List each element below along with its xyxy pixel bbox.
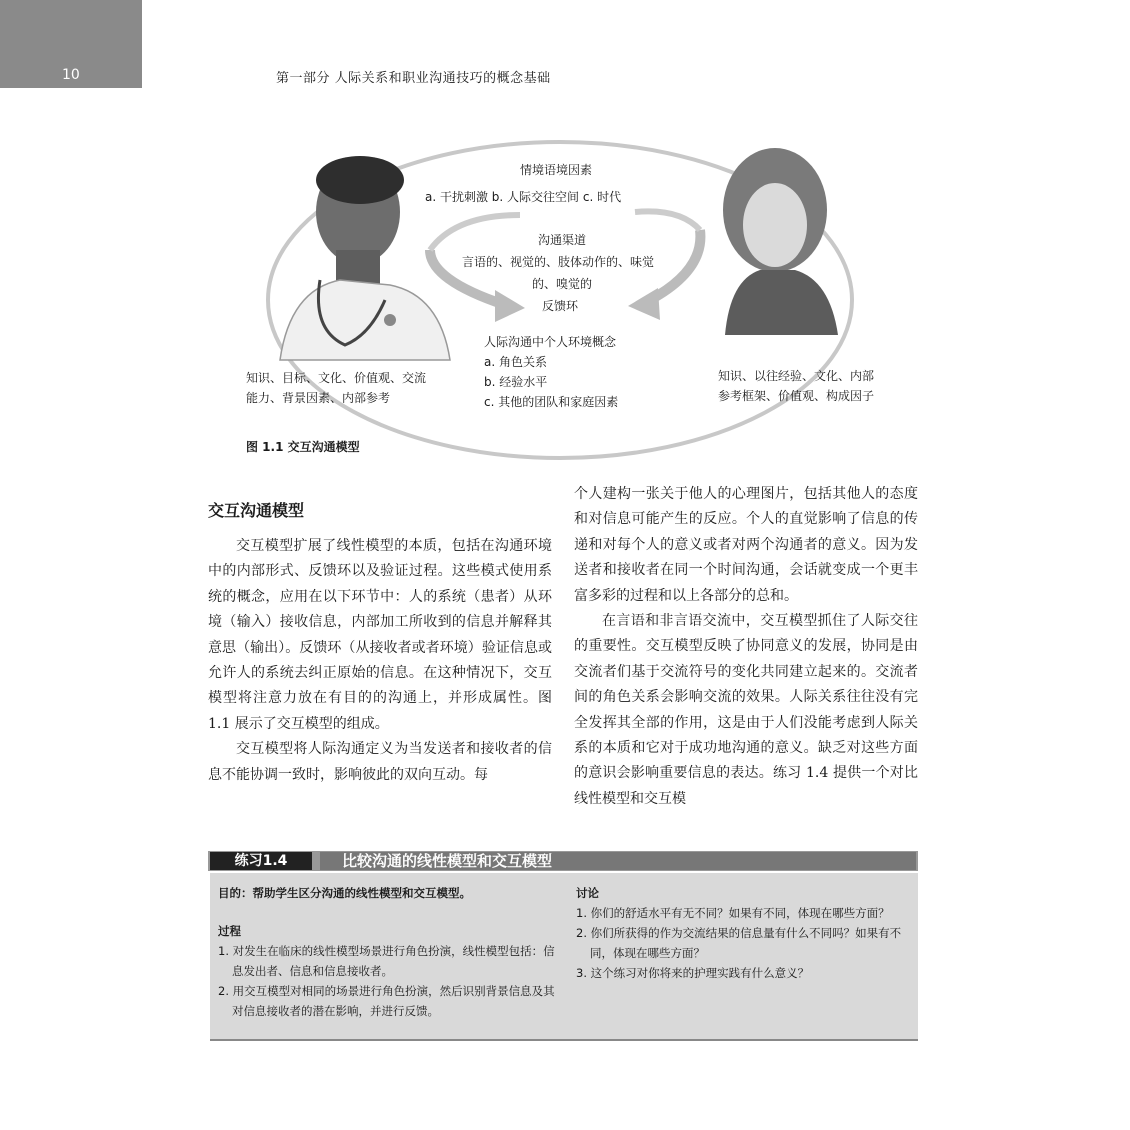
process-list [218,941,563,1021]
process-title: 过程 [218,924,241,938]
right-paragraph-2: 在言语和非言语交流中，交互模型抓住了人际交往的重要性。交互模型反映了协同意义的发展，协同是由交流者们基于交流符号的变化共同建立起来的。交流者间的角色关系会影响交流的效果。人际关系往往没有完全发挥其全部的作用，这是由于人们没能考虑到人际关系的本质和它对于成功地沟通的意义。缺乏对这些方面的意识会影响重要信息的表达。练习 1.4 提供一个对比线性模型和交互模 [574,613,918,807]
receiver-factors-line1: 知识、以往经验、文化、内部 [718,369,875,383]
sender-factors: 知识、目标、文化、价值观、交流能力、背景因素、内部参考 [246,371,427,405]
left-paragraph-1: 交互模型扩展了线性模型的本质，包括在沟通环境中的内部形式、反馈环以及验证过程。这些模式使用系统的概念，应用在以下环节中：人的系统（患者）从环境（输入）接收信息，内部加工所收到的信息并解释其意思（输出）。反馈环（从接收者或者环境）验证信息或允许人的系统去纠正原始的信息。在这种情况下，交互模型将注意力放在有目的的沟通上，并形成属性。图 1.1 展示了交互模型的组成。 [208,538,552,732]
exercise-right [576,883,911,983]
personal-b: b. 经验水平 [484,375,548,389]
figure-transactional-model [240,130,920,460]
arrow-right-head [628,288,660,320]
exercise-body [210,873,918,1041]
personal-title: 人际沟通中个人环境概念 [484,335,617,349]
running-head: 第一部分 人际关系和职业沟通技巧的概念基础 [276,71,551,86]
right-column [574,482,918,812]
page-number: 10 [62,67,80,83]
left-column [208,534,552,788]
process-item: 2. 用交互模型对相同的场景进行角色扮演，然后识别背景信息及其对信息接收者的潜在影响，并进行反馈。 [218,984,555,1018]
discussion-item: 1. 你们的舒适水平有无不同？如果有不同，体现在哪些方面？ [576,906,890,920]
exercise-label: 练习1.4 [210,852,312,870]
feedback-loop: 反馈环 [542,299,579,313]
woman-illustration [723,148,838,335]
personal-c: c. 其他的团队和家庭因素 [484,395,619,409]
receiver-factors-line2: 参考框架、价值观、构成因子 [718,389,875,403]
process-item: 1. 对发生在临床的线性模型场景进行角色扮演，线性模型包括：信息发出者、信息和信息接收者。 [218,944,555,978]
channel-title: 沟通渠道 [538,233,587,247]
channel-line2: 的、嗅觉的 [532,277,593,291]
arrow-left-tail [430,215,520,250]
left-paragraph-2: 交互模型将人际沟通定义为当发送者和接收者的信息不能协调一致时，影响彼此的双向互动。每 [208,741,552,783]
section-heading: 交互沟通模型 [208,501,305,520]
exercise-title: 比较沟通的线性模型和交互模型 [320,852,916,870]
right-paragraph-1: 个人建构一张关于他人的心理图片，包括其他人的态度和对信息可能产生的反应。个人的直觉影响了信息的传递和对每个人的意义或者对两个沟通者的意义。因为发送者和接收者在同一个时间沟通，会话就变成一个更丰富多彩的过程和以上各部分的总和。 [574,486,918,604]
personal-a: a. 角色关系 [484,355,547,369]
discussion-list [576,903,911,983]
arrow-right-tail [635,211,700,230]
figure-caption: 图 1.1 交互沟通模型 [246,440,360,454]
context-items: a. 干扰刺激 b. 人际交往空间 c. 时代 [425,190,622,204]
discussion-title: 讨论 [576,886,599,900]
context-title: 情境语境因素 [520,163,593,177]
channel-line1: 言语的、视觉的、肢体动作的、味觉 [462,255,655,269]
discussion-item: 3. 这个练习对你将来的护理实践有什么意义？ [576,966,810,980]
discussion-item: 2. 你们所获得的作为交流结果的信息量有什么不同吗？如果有不同，体现在哪些方面？ [576,926,902,960]
exercise-left [218,883,563,1021]
exercise-purpose: 目的：帮助学生区分沟通的线性模型和交互模型。 [218,886,471,900]
arrow-left-head [495,290,525,322]
